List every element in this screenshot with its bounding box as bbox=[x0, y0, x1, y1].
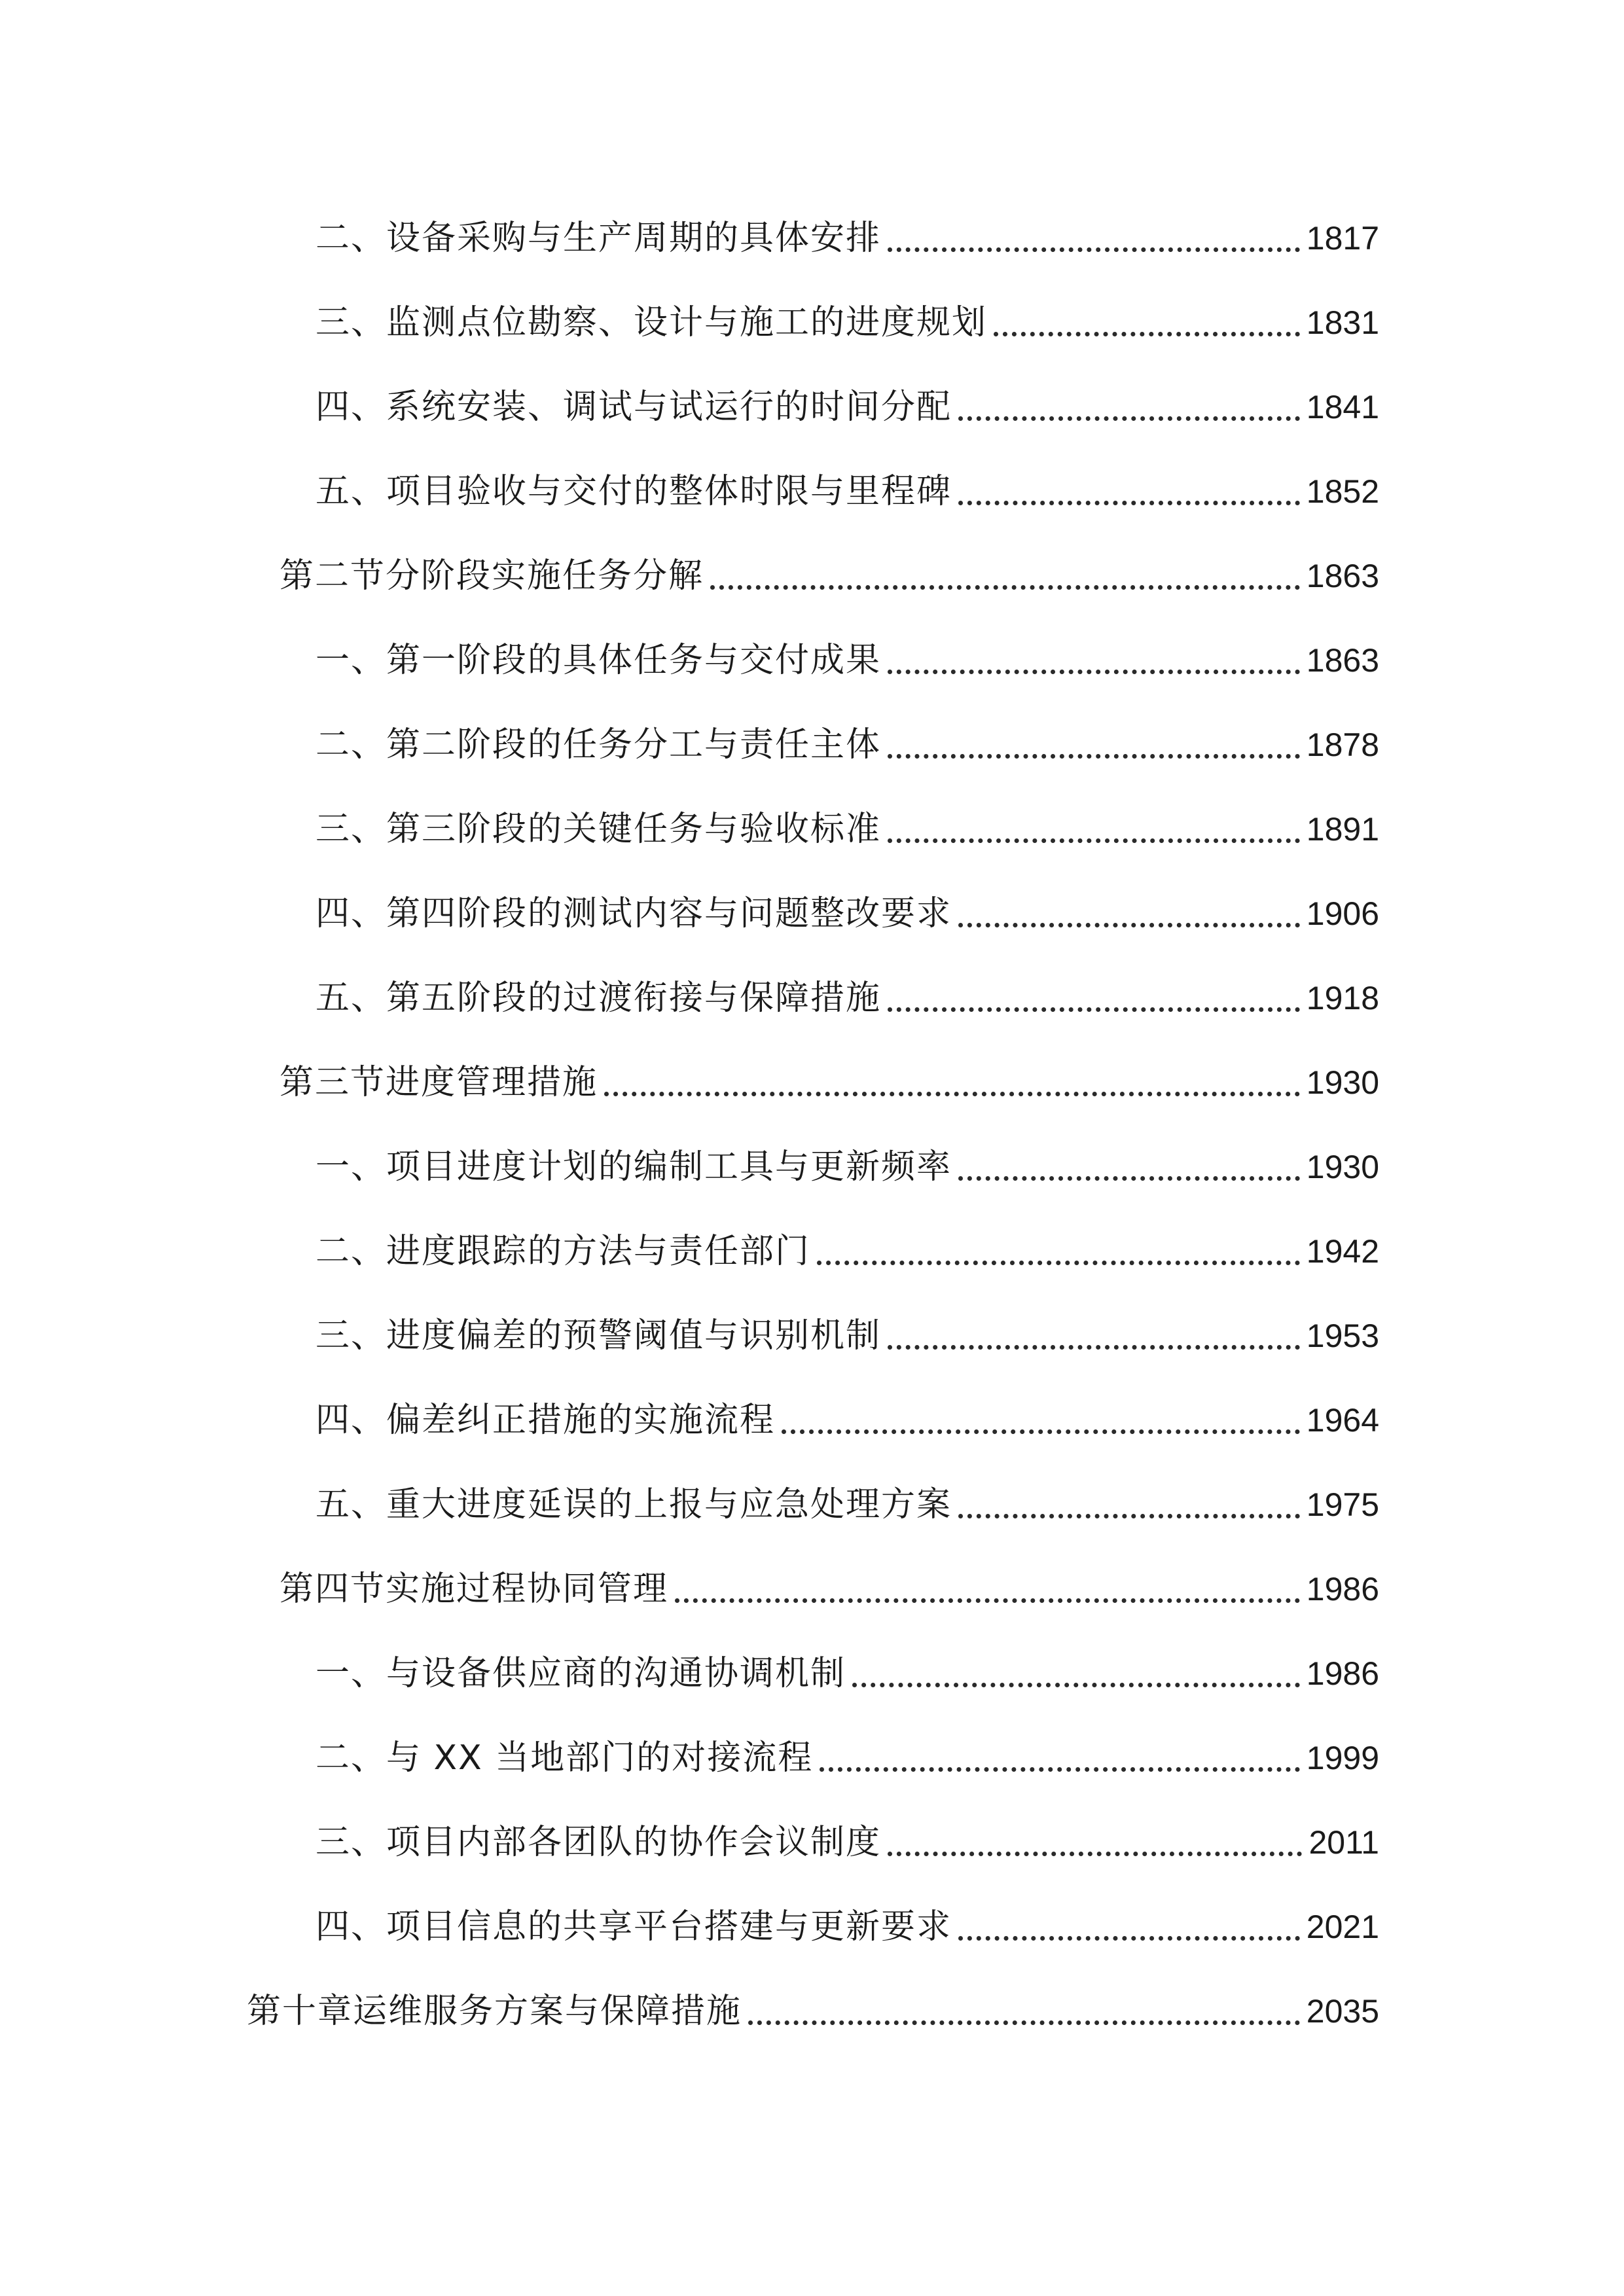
toc-dot-leader bbox=[958, 416, 1300, 421]
toc-entry-page: 1863 bbox=[1306, 642, 1379, 679]
toc-dot-leader bbox=[782, 1429, 1300, 1434]
toc-entry-page: 2011 bbox=[1308, 1824, 1379, 1861]
toc-dot-leader bbox=[748, 2020, 1300, 2025]
toc-entry-title: 二、与 XX 当地部门的对接流程 bbox=[316, 1738, 814, 1778]
toc-entry-title: 二、第二阶段的任务分工与责任主体 bbox=[316, 725, 882, 764]
toc-entry[interactable] bbox=[280, 550, 1379, 602]
toc-entry[interactable] bbox=[316, 1732, 1379, 1784]
toc-entry-title: 四、项目信息的共享平台搭建与更新要求 bbox=[316, 1907, 952, 1946]
toc-entry-title: 四、偏差纠正措施的实施流程 bbox=[316, 1401, 776, 1440]
toc-entry[interactable] bbox=[316, 719, 1379, 771]
toc-entry-page: 1975 bbox=[1306, 1486, 1379, 1523]
toc-entry[interactable] bbox=[316, 803, 1379, 855]
toc-entry[interactable] bbox=[316, 296, 1379, 349]
toc-entry-title: 一、第一阶段的具体任务与交付成果 bbox=[316, 641, 882, 680]
toc-dot-leader bbox=[958, 501, 1300, 505]
toc-entry[interactable] bbox=[316, 465, 1379, 518]
toc-entry-page: 1817 bbox=[1306, 220, 1379, 257]
toc-entry[interactable] bbox=[280, 1563, 1379, 1615]
toc-entry-title: 五、第五阶段的过渡衔接与保障措施 bbox=[316, 978, 882, 1018]
toc-entry-page: 2035 bbox=[1306, 1993, 1379, 2030]
toc-entry-page: 1986 bbox=[1306, 1655, 1379, 1692]
toc-entry[interactable] bbox=[316, 1225, 1379, 1278]
toc-dot-leader bbox=[888, 1007, 1300, 1012]
toc-entry[interactable] bbox=[247, 1985, 1379, 2037]
toc-entry-title: 四、第四阶段的测试内容与问题整改要求 bbox=[316, 894, 952, 933]
toc-entry[interactable] bbox=[316, 381, 1379, 433]
toc-entry-page: 1841 bbox=[1306, 389, 1379, 425]
toc-entry-title: 五、重大进度延误的上报与应急处理方案 bbox=[316, 1485, 952, 1524]
toc-entry-title: 三、监测点位勘察、设计与施工的进度规划 bbox=[316, 303, 988, 342]
toc-dot-leader bbox=[604, 1092, 1300, 1096]
toc-entry-page: 1930 bbox=[1306, 1149, 1379, 1185]
toc-entry-page: 1999 bbox=[1306, 1740, 1379, 1776]
toc-dot-leader bbox=[852, 1683, 1300, 1687]
toc-dot-leader bbox=[888, 1345, 1300, 1350]
toc-dot-leader bbox=[958, 1936, 1300, 1941]
toc-entry-title: 第二节分阶段实施任务分解 bbox=[280, 556, 704, 596]
toc-dot-leader bbox=[675, 1598, 1300, 1603]
toc-entry[interactable] bbox=[316, 1901, 1379, 1953]
toc-entry-title: 第三节进度管理措施 bbox=[280, 1063, 598, 1102]
toc-entry-page: 1878 bbox=[1306, 726, 1379, 763]
toc-dot-leader bbox=[958, 1176, 1300, 1181]
toc-dot-leader bbox=[888, 838, 1300, 843]
toc-entry-title: 三、进度偏差的预警阈值与识别机制 bbox=[316, 1316, 882, 1355]
toc-entry-page: 1891 bbox=[1306, 811, 1379, 848]
toc-entry-page: 2021 bbox=[1306, 1909, 1379, 1945]
toc-entry-page: 1831 bbox=[1306, 304, 1379, 341]
toc-entry[interactable] bbox=[316, 212, 1379, 264]
toc-entry[interactable] bbox=[316, 1479, 1379, 1531]
toc-dot-leader bbox=[817, 1261, 1300, 1265]
toc-dot-leader bbox=[888, 247, 1300, 252]
toc-entry-page: 1918 bbox=[1306, 980, 1379, 1016]
toc-entry-title: 二、进度跟踪的方法与责任部门 bbox=[316, 1232, 811, 1271]
toc-entry[interactable] bbox=[316, 1141, 1379, 1193]
toc-entry-title: 一、项目进度计划的编制工具与更新频率 bbox=[316, 1147, 952, 1187]
toc-entry-page: 1964 bbox=[1306, 1402, 1379, 1439]
toc-entry-page: 1986 bbox=[1306, 1571, 1379, 1607]
toc-dot-leader bbox=[710, 585, 1300, 590]
toc-entry[interactable] bbox=[316, 1310, 1379, 1362]
toc-entry-title: 三、项目内部各团队的协作会议制度 bbox=[316, 1823, 882, 1862]
toc-dot-leader bbox=[888, 1852, 1302, 1856]
toc-entry-title: 二、设备采购与生产周期的具体安排 bbox=[316, 219, 882, 258]
toc-entry[interactable] bbox=[316, 634, 1379, 687]
toc-entry-page: 1906 bbox=[1306, 895, 1379, 932]
toc-entry-title: 三、第三阶段的关键任务与验收标准 bbox=[316, 810, 882, 849]
toc-entry-title: 五、项目验收与交付的整体时限与里程碑 bbox=[316, 472, 952, 511]
toc-dot-leader bbox=[958, 923, 1300, 927]
toc-entry-title: 第十章运维服务方案与保障措施 bbox=[247, 1992, 742, 2031]
toc-dot-leader bbox=[958, 1514, 1300, 1518]
toc-entry[interactable] bbox=[316, 1647, 1379, 1700]
toc-entry-page: 1942 bbox=[1306, 1233, 1379, 1270]
toc-entry[interactable] bbox=[316, 1816, 1379, 1869]
toc-dot-leader bbox=[820, 1767, 1299, 1772]
toc-dot-leader bbox=[888, 670, 1300, 674]
toc-entry-title: 第四节实施过程协同管理 bbox=[280, 1570, 669, 1609]
toc-entry[interactable] bbox=[316, 1394, 1379, 1446]
toc-entry-title: 四、系统安装、调试与试运行的时间分配 bbox=[316, 387, 952, 427]
toc-entry[interactable] bbox=[316, 888, 1379, 940]
toc-entry-page: 1953 bbox=[1306, 1318, 1379, 1354]
toc-entry[interactable] bbox=[316, 972, 1379, 1024]
toc-dot-leader bbox=[888, 754, 1300, 759]
toc-entry-title: 一、与设备供应商的沟通协调机制 bbox=[316, 1654, 846, 1693]
toc-entry[interactable] bbox=[280, 1056, 1379, 1109]
toc-entry-page: 1930 bbox=[1306, 1064, 1379, 1101]
toc-dot-leader bbox=[994, 332, 1300, 336]
toc-entry-page: 1863 bbox=[1306, 558, 1379, 594]
toc-entry-page: 1852 bbox=[1306, 473, 1379, 510]
